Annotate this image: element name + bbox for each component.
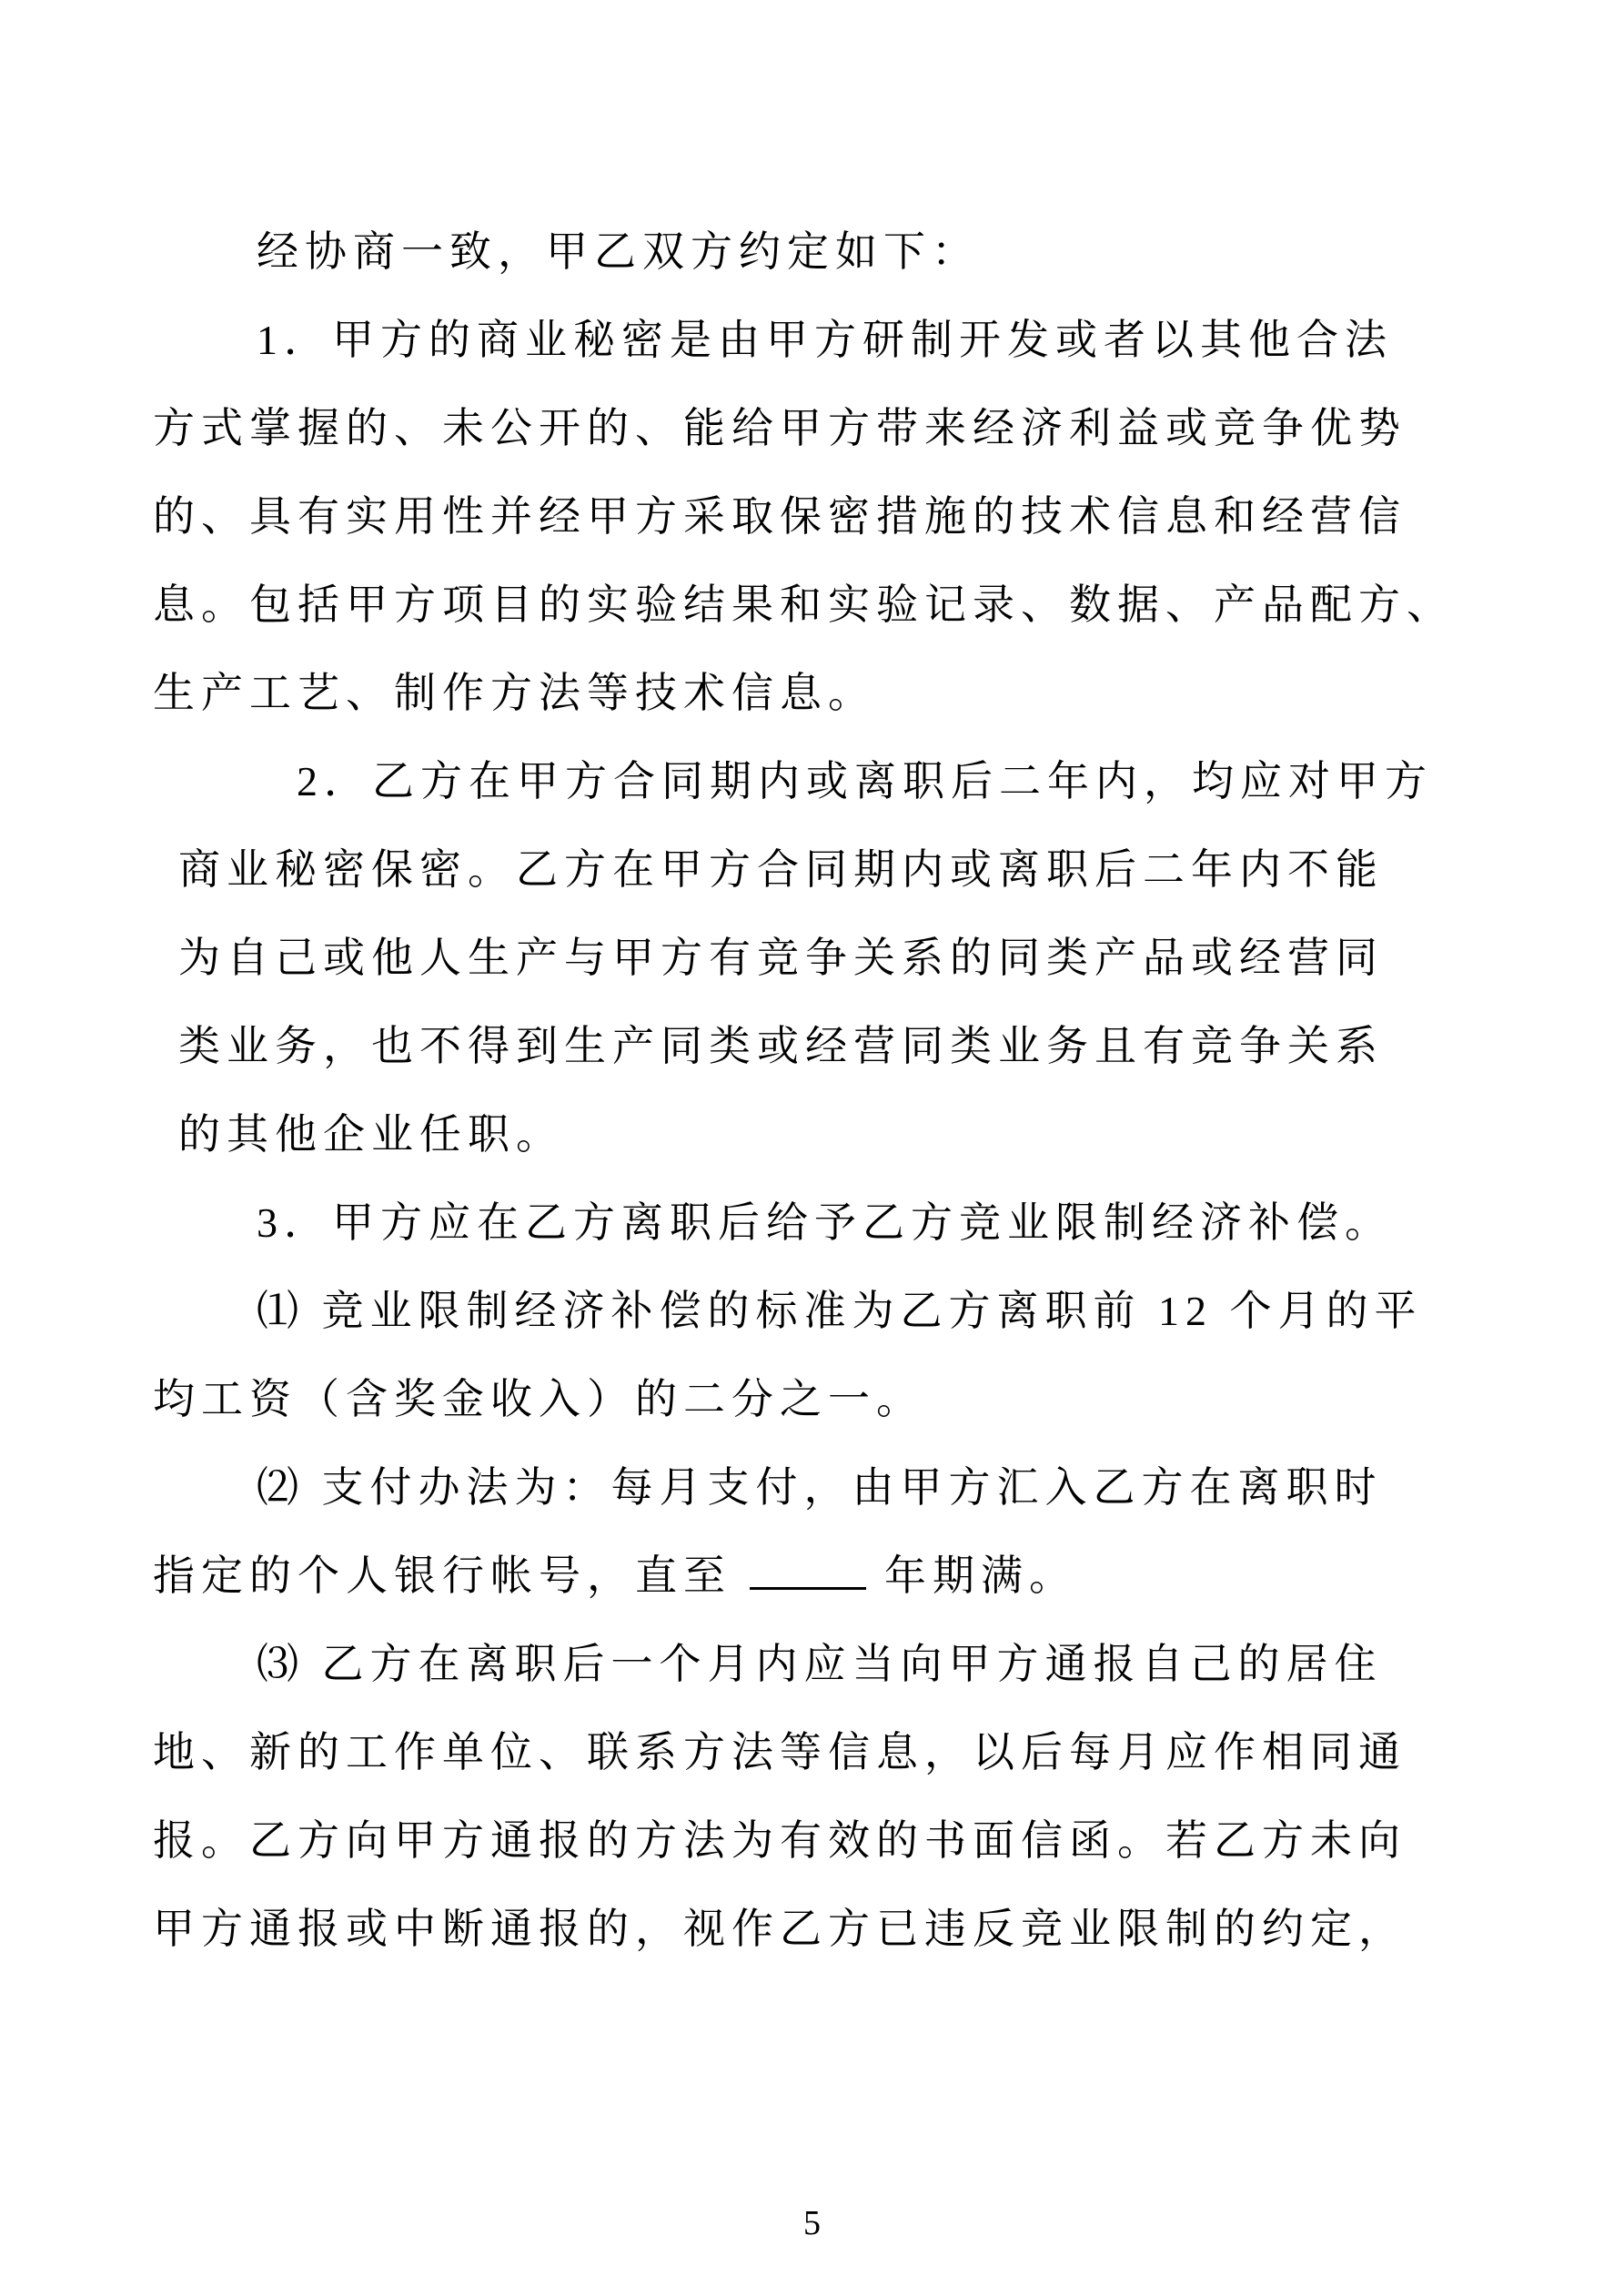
contract-line-item3: ⑶ 乙方在离职后一个月内应当向甲方通报自己的居住 xyxy=(257,1641,1383,1687)
blank-line-prefix: 指定的个人银行帐号，直至 xyxy=(153,1553,731,1599)
contract-line-intro: 经协商一致，甲乙双方约定如下： xyxy=(257,228,980,275)
fill-in-blank-underline xyxy=(750,1549,866,1590)
contract-line: 的其他企业任职。 xyxy=(178,1111,564,1158)
contract-line: 均工资（含奖金收入）的二分之一。 xyxy=(153,1376,924,1422)
blank-line-suffix: 年期满。 xyxy=(884,1553,1077,1599)
contract-line-with-blank xyxy=(153,1532,1590,1620)
contract-line: 方式掌握的、未公开的、能给甲方带来经济利益或竞争优势 xyxy=(153,405,1407,451)
contract-line: 商业秘密保密。乙方在甲方合同期内或离职后二年内不能 xyxy=(178,846,1384,893)
contract-line: 生产工艺、制作方法等技术信息。 xyxy=(153,670,876,716)
contract-line-item2: ⑵ 支付办法为：每月支付，由甲方汇入乙方在离职时 xyxy=(257,1464,1383,1511)
contract-line: 的、具有实用性并经甲方采取保密措施的技术信息和经营信 xyxy=(153,493,1407,540)
contract-line-clause1: 1．甲方的商业秘密是由甲方研制开发或者以其他合法 xyxy=(257,317,1393,363)
contract-line: 地、新的工作单位、联系方法等信息，以后每月应作相同通 xyxy=(153,1729,1407,1775)
contract-line: 为自己或他人生产与甲方有竞争关系的同类产品或经营同 xyxy=(178,935,1384,981)
page-number: 5 xyxy=(803,2204,821,2242)
contract-line-item1: ⑴ 竞业限制经济补偿的标准为乙方离职前 12 个月的平 xyxy=(257,1288,1423,1334)
contract-body xyxy=(153,207,1590,1973)
contract-line: 息。包括甲方项目的实验结果和实验记录、数据、产品配方、 xyxy=(153,582,1455,628)
contract-line-clause3: 3．甲方应在乙方离职后给予乙方竞业限制经济补偿。 xyxy=(257,1199,1393,1246)
contract-line: 甲方通报或中断通报的，视作乙方已违反竞业限制的约定， xyxy=(153,1906,1407,1952)
contract-line-clause2: 2．乙方在甲方合同期内或离职后二年内，均应对甲方 xyxy=(297,758,1433,804)
contract-line: 类业务，也不得到生产同类或经营同类业务且有竞争关系 xyxy=(178,1023,1384,1069)
contract-line: 报。乙方向甲方通报的方法为有效的书面信函。若乙方未向 xyxy=(153,1817,1407,1864)
